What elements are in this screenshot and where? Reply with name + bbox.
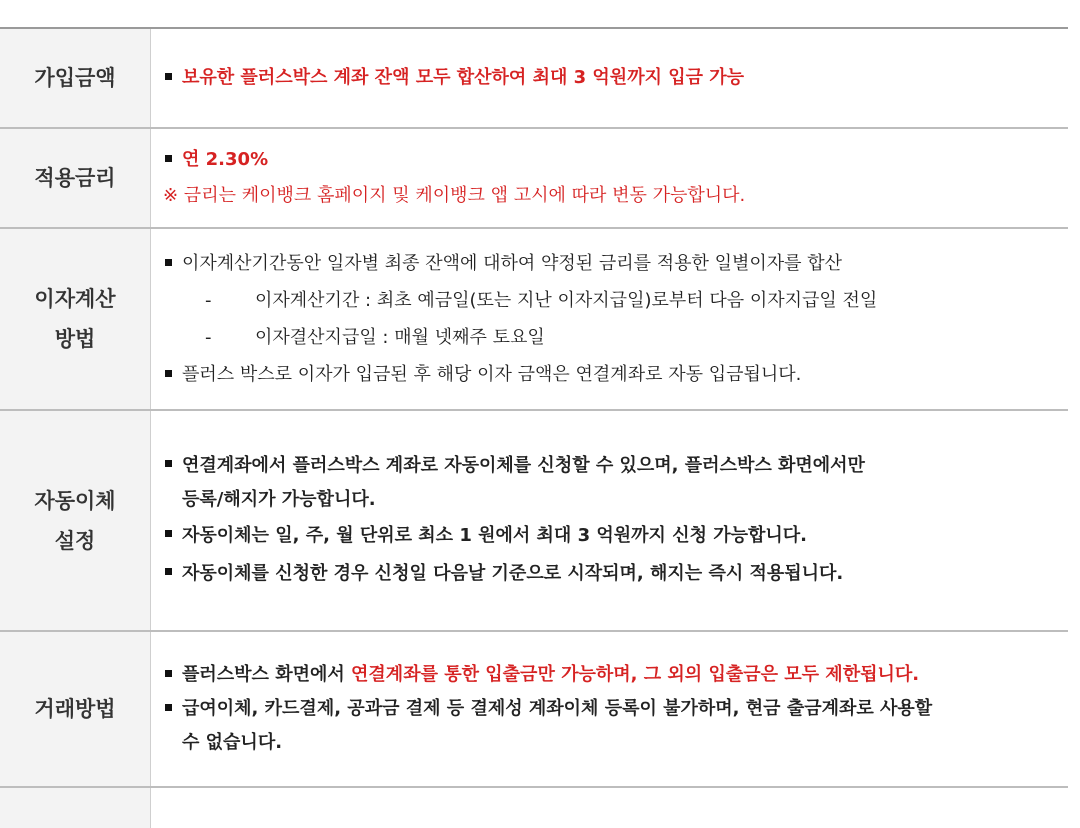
row-header [0, 229, 151, 409]
rate-notice [163, 181, 1068, 211]
deposit-amount-text: 보유한 플러스박스 계좌 잔액 모두 합산하여 최대 3 억원까지 입금 가능 [182, 67, 745, 88]
bullet-line [163, 245, 1068, 282]
dash-marker: - [205, 290, 212, 311]
row-content [151, 229, 1068, 409]
row-content [151, 411, 1068, 630]
calc-period-text: 이자계산기간 : 최초 예금일(또는 지난 이자지급일)로부터 다음 이자지급일 전일 [255, 290, 878, 311]
square-bullet-icon [165, 530, 172, 537]
square-bullet-icon [165, 259, 172, 266]
auto-transfer-text-3: 자동이체를 신청한 경우 신청일 다음날 기준으로 시작되며, 해지는 즉시 적용됩니다. [182, 562, 844, 584]
row-content [151, 29, 1068, 127]
rate-notice-text: ※ 금리는 케이뱅크 홈페이지 및 케이뱅크 앱 고시에 따라 변동 가능합니다. [163, 185, 746, 206]
dash-marker: - [205, 327, 212, 348]
square-bullet-icon [165, 73, 172, 80]
bullet-line [163, 692, 1068, 726]
transaction-text-2: 급여이체, 카드결제, 공과금 결제 등 결제성 계좌이체 등록이 불가하며, 현금 출금계좌로 사용할 [182, 698, 933, 719]
square-bullet-icon [165, 704, 172, 711]
bullet-line [163, 555, 1068, 593]
row-content [151, 788, 1068, 828]
product-terms-table [0, 27, 1068, 828]
row-header-label: 거래방법 [34, 697, 116, 721]
calc-summary-text: 이자계산기간동안 일자별 최종 잔액에 대하여 약정된 금리를 적용한 일별이자를 합산 [182, 253, 843, 274]
row-header-label-line2: 방법 [54, 327, 96, 351]
row-header-label-line1: 자동이체 [34, 488, 116, 513]
row-header [0, 411, 151, 630]
bullet-line [163, 356, 1068, 393]
square-bullet-icon [165, 670, 172, 677]
row-interest-rate [0, 129, 1068, 229]
continued-line [163, 726, 1068, 760]
row-header [0, 29, 151, 127]
row-header-label [34, 279, 115, 359]
row-deposit-amount [0, 29, 1068, 129]
row-header [0, 788, 151, 828]
bullet-line [163, 658, 1068, 692]
bullet-line [163, 63, 1068, 93]
auto-deposit-text: 플러스 박스로 이자가 입금된 후 해당 이자 금액은 연결계좌로 자동 입금됩니다. [182, 364, 802, 385]
row-auto-transfer [0, 411, 1068, 632]
row-transaction-method [0, 632, 1068, 788]
auto-transfer-text-2: 자동이체는 일, 주, 월 단위로 최소 1 원에서 최대 3 억원까지 신청 가능합니다. [182, 524, 808, 546]
bullet-line [163, 145, 1068, 175]
square-bullet-icon [165, 568, 172, 575]
bullet-line [163, 517, 1068, 555]
auto-transfer-text-1-cont: 등록/해지가 가능합니다. [182, 488, 376, 510]
sub-line [163, 319, 1068, 356]
row-header-label [34, 481, 115, 561]
transaction-text-2-cont: 수 없습니다. [182, 732, 283, 753]
payment-date-text: 이자결산지급일 : 매월 넷째주 토요일 [255, 327, 545, 348]
bullet-line [163, 449, 1068, 483]
auto-transfer-text-1: 연결계좌에서 플러스박스 계좌로 자동이체를 신청할 수 있으며, 플러스박스 화면에서만 [182, 454, 865, 476]
row-header-label: 적용금리 [34, 166, 116, 190]
row-header-label-line1: 이자계산 [34, 287, 116, 311]
square-bullet-icon [165, 155, 172, 162]
row-content [151, 632, 1068, 786]
row-next-partial [0, 788, 1068, 828]
row-header [0, 129, 151, 227]
row-content [151, 129, 1068, 227]
interest-rate-value: 연 2.30% [182, 149, 269, 170]
square-bullet-icon [165, 460, 172, 467]
transaction-text-a: 플러스박스 화면에서 [182, 664, 352, 685]
row-header [0, 632, 151, 786]
transaction-restriction-text: 연결계좌를 통한 입출금만 가능하며, 그 외의 입출금은 모두 제한됩니다. [351, 664, 920, 685]
continued-line [163, 483, 1068, 517]
sub-line [163, 282, 1068, 319]
row-interest-calculation [0, 229, 1068, 411]
row-header-label-line2: 설정 [54, 528, 96, 553]
row-header-label: 가입금액 [34, 66, 116, 90]
square-bullet-icon [165, 370, 172, 377]
